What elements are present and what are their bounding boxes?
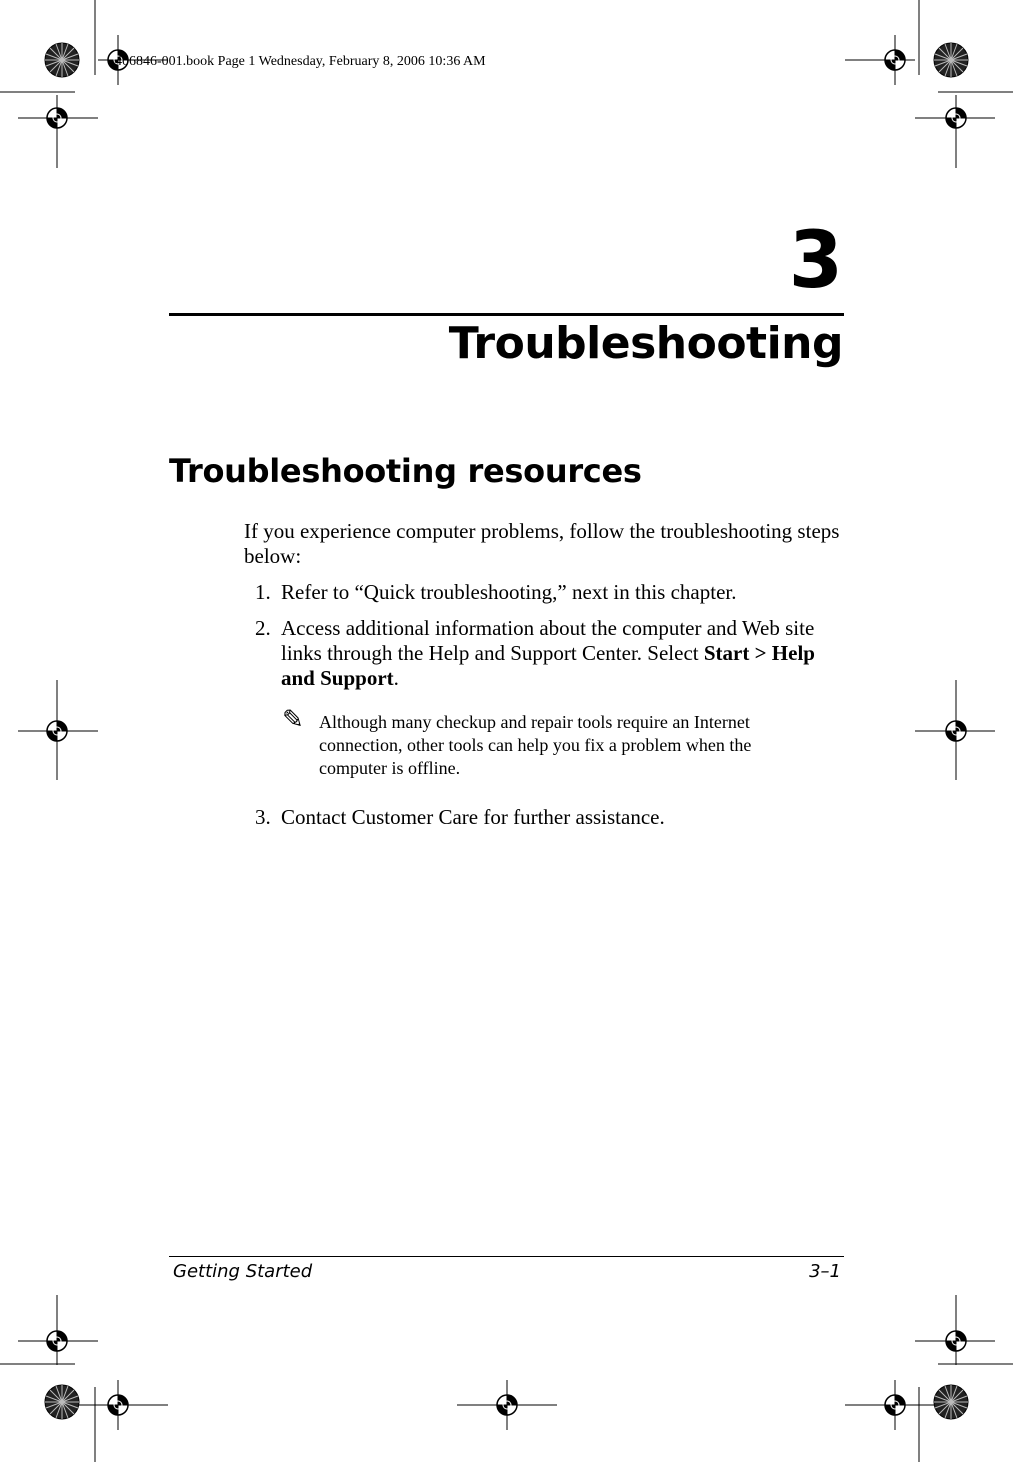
intro-paragraph: If you experience computer problems, follow the troubleshooting steps below: — [244, 519, 840, 568]
print-slug: 406846-001.book Page 1 Wednesday, February 8, 2006 10:36 AM — [115, 54, 486, 69]
registration-mark — [946, 1331, 966, 1351]
menu-path: Start > Help and Support — [281, 641, 815, 690]
chapter-number: 3 — [788, 216, 843, 306]
color-target-mark — [45, 43, 79, 77]
color-target-mark — [934, 1385, 968, 1419]
pencil-icon: ✎ — [282, 705, 304, 735]
registration-mark — [946, 721, 966, 741]
registration-mark — [108, 1395, 128, 1415]
footer-page-number: 3–1 — [809, 1261, 841, 1282]
registration-mark — [47, 721, 67, 741]
chapter-title: Troubleshooting — [448, 318, 843, 369]
registration-mark — [47, 1331, 67, 1351]
list-item-number: 2. — [255, 616, 271, 640]
list-item-text: Refer to “Quick troubleshooting,” next in this chapter. — [281, 580, 737, 604]
chapter-rule — [169, 313, 844, 316]
list-item-text-after: . — [393, 666, 399, 690]
color-target-mark — [45, 1385, 79, 1419]
registration-mark — [885, 50, 905, 70]
section-title: Troubleshooting resources — [169, 452, 642, 490]
list-item-text-before: Access additional information about the computer and Web site links through the Help and Support Center. Select — [281, 616, 815, 665]
footer-rule — [169, 1256, 844, 1257]
registration-mark — [885, 1395, 905, 1415]
footer-book-title: Getting Started — [173, 1261, 313, 1282]
list-item-number: 3. — [255, 805, 271, 829]
list-item-number: 1. — [255, 580, 271, 604]
list-item-1 — [255, 580, 845, 605]
registration-mark — [497, 1395, 517, 1415]
note — [282, 705, 822, 780]
list-item-text — [281, 616, 845, 691]
registration-mark — [47, 108, 67, 128]
list-item-3 — [255, 805, 845, 830]
color-target-mark — [934, 43, 968, 77]
registration-mark — [946, 108, 966, 128]
list-item-text: Contact Customer Care for further assistance. — [281, 805, 665, 829]
note-text: Although many checkup and repair tools require an Internet connection, other tools can help you fix a problem when the computer is offline. — [319, 712, 752, 778]
list-item-2 — [255, 616, 845, 691]
